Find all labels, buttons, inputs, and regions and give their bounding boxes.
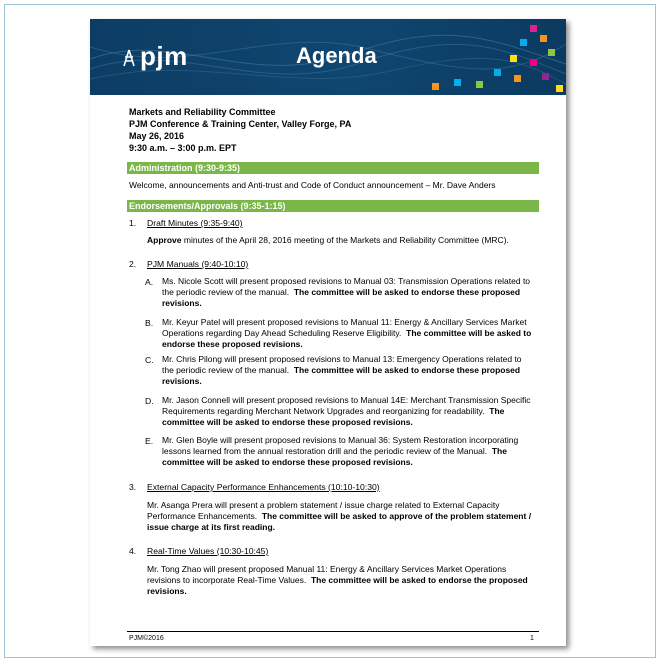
decorative-square	[530, 25, 537, 32]
pjm-logo	[120, 41, 188, 72]
page-number: 1	[530, 635, 534, 642]
item-number: 4.	[129, 546, 137, 556]
sub-letter: A.	[145, 277, 154, 287]
decorative-square	[514, 75, 521, 82]
footer-divider	[127, 631, 539, 632]
item-number: 2.	[129, 259, 137, 269]
banner-title: Agenda	[296, 43, 377, 68]
tower-icon	[120, 49, 138, 67]
meeting-date: May 26, 2016	[129, 131, 185, 141]
logo-text: pjm	[140, 41, 188, 71]
meeting-location: PJM Conference & Training Center, Valley Forge, PA	[129, 119, 352, 129]
sub-item-a: Ms. Nicole Scott will present proposed revisions to Manual 03: Transmission Operations related to the periodic review of the manual. The committee will be asked to endorse these proposed revisions.	[162, 276, 531, 308]
decorative-square	[476, 81, 483, 88]
item-title-real-time-values: Real-Time Values (10:30-10:45)	[147, 546, 269, 556]
administration-text: Welcome, announcements and Anti-trust and Code of Conduct announcement – Mr. Dave Anders	[129, 180, 496, 190]
decorative-square	[540, 35, 547, 42]
decorative-square	[494, 69, 501, 76]
document-page	[90, 19, 566, 646]
item-title-external-capacity: External Capacity Performance Enhancements (10:10-10:30)	[147, 482, 380, 492]
decorative-square	[520, 39, 527, 46]
sub-letter: B.	[145, 318, 154, 328]
decorative-square	[510, 55, 517, 62]
sub-letter: D.	[145, 396, 154, 406]
agenda-banner	[90, 19, 566, 95]
item-number: 1.	[129, 218, 137, 228]
administration-header: Administration (9:30-9:35)	[127, 162, 539, 174]
committee-name: Markets and Reliability Committee	[129, 107, 276, 117]
sub-letter: C.	[145, 355, 154, 365]
item-body: Approve minutes of the April 28, 2016 meeting of the Markets and Reliability Committee (MRC).	[147, 235, 509, 245]
sub-item-b: Mr. Keyur Patel will present proposed revisions to Manual 11: Energy & Ancillary Services Market Operations regarding Day Ahead Scheduling Reserve Eligibility. The committee will be asked to endorse these proposed revisions.	[162, 317, 532, 349]
decorative-square	[548, 49, 555, 56]
decorative-square	[432, 83, 439, 90]
meeting-time: 9:30 a.m. – 3:00 p.m. EPT	[129, 143, 237, 153]
decorative-square	[454, 79, 461, 86]
sub-item-c: Mr. Chris Pilong will present proposed revisions to Manual 13: Emergency Operations related to the periodic review of the manual. The committee will be asked to endorse these proposed revisions.	[162, 354, 522, 386]
sub-item-e: Mr. Glen Boyle will present proposed revisions to Manual 36: System Restoration incorporating lessons learned from the annual restoration drill and the periodic review of the Manual. The committee will be asked to endorse these proposed revisions.	[162, 435, 519, 467]
item-body: Mr. Asanga Prera will present a problem statement / issue charge related to External Capacity Performance Enhancements. The committee will be asked to approve of the problem statement / issue charge at its first reading.	[147, 500, 532, 532]
item-title-pjm-manuals: PJM Manuals (9:40-10:10)	[147, 259, 249, 269]
meeting-header	[129, 106, 351, 154]
item-body: Mr. Tong Zhao will present proposed Manual 11: Energy & Ancillary Services Market Operations revisions to incorporate Real-Time Values. The committee will be asked to endorse the proposed revisions.	[147, 564, 528, 596]
decorative-square	[556, 85, 563, 92]
item-number: 3.	[129, 482, 137, 492]
item-title-draft-minutes: Draft Minutes (9:35-9:40)	[147, 218, 243, 228]
sub-item-d: Mr. Jason Connell will present proposed revisions to Manual 14E: Merchant Transmission Specific Requirements regarding Merchant Network Upgrades and reorganizing for readability. The committee will be asked to endorse these proposed revisions.	[162, 395, 531, 427]
sub-letter: E.	[145, 436, 154, 446]
decorative-square	[530, 59, 537, 66]
endorsements-header: Endorsements/Approvals (9:35-1:15)	[127, 200, 539, 212]
footer-copyright: PJM©2016	[129, 635, 164, 642]
decorative-square	[542, 73, 549, 80]
